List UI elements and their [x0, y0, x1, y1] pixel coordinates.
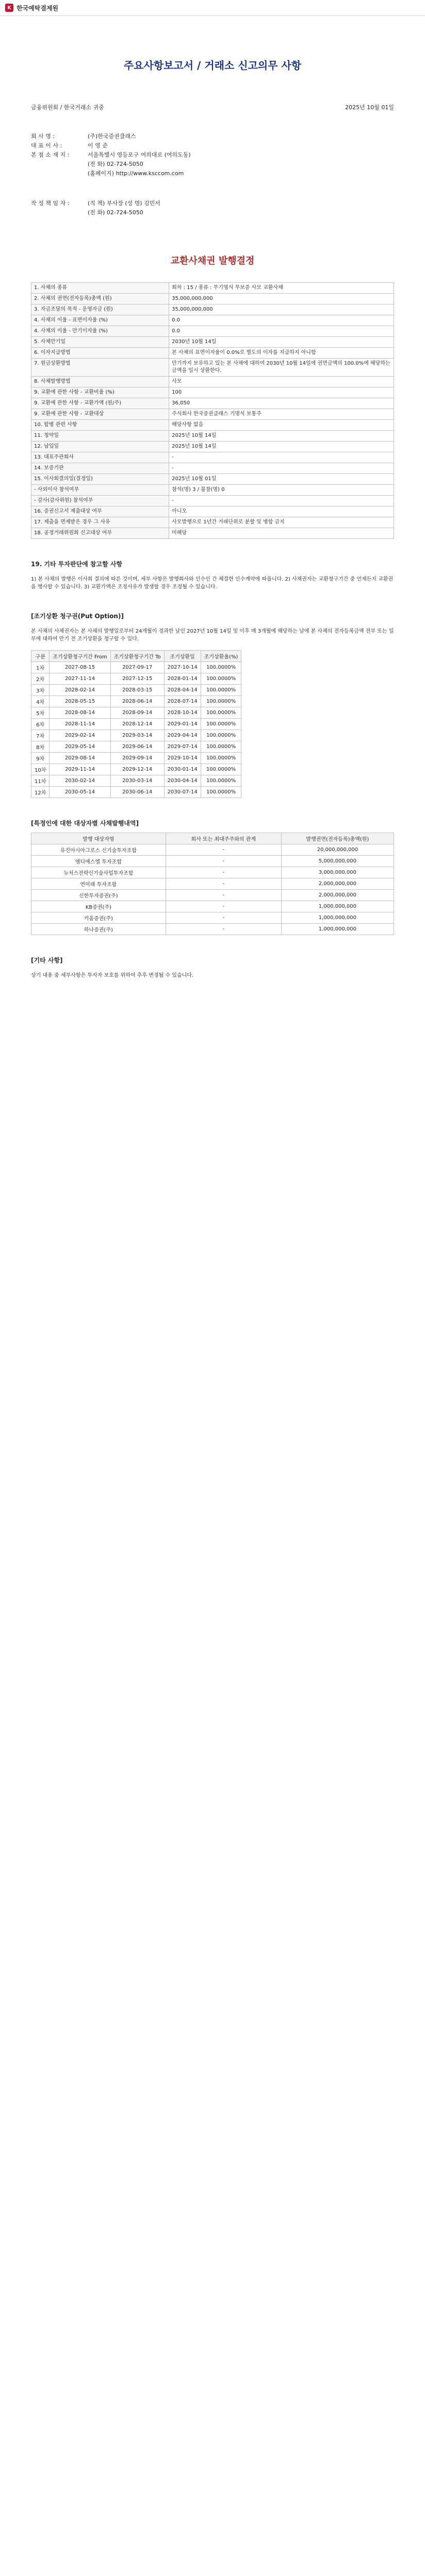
- notes-text: 1) 본 사채의 발행은 이사회 결의에 따른 것이며, 세부 사항은 발행회사와 인수인 간 체결한 인수계약에 따릅니다. 2) 사채권자는 교환청구기간 중 언제든지 교환권을 행사할 수 있습니다. 3) 교환가액은 조정사유가 발생할 경우 조정될 수 있습니다.: [31, 577, 394, 590]
- row-value: 2025년 10월 14일: [169, 442, 394, 452]
- table-row: [31, 283, 394, 294]
- table-cell: 5,000,000,000: [281, 856, 394, 867]
- table-cell: 100.0000%: [201, 719, 241, 730]
- recipient-label: 금융위원회 / 한국거래소 귀중: [31, 104, 104, 111]
- row-label: 15. 이사회결의일(결정일): [31, 474, 169, 485]
- writer-info: [31, 199, 394, 217]
- row-label: 9. 교환에 관한 사항 - 교환대상: [31, 409, 169, 420]
- column-header: 조기상환율(%): [201, 651, 241, 662]
- table-cell: 2027-09-17: [110, 662, 164, 673]
- table-row: [31, 775, 241, 787]
- table-row: [31, 890, 394, 901]
- table-cell: 11차: [31, 775, 50, 787]
- table-cell: 100.0000%: [201, 707, 241, 719]
- table-cell: 10차: [31, 764, 50, 775]
- table-row: [31, 377, 394, 387]
- table-cell: 100.0000%: [201, 685, 241, 696]
- writer-key: [31, 208, 88, 217]
- table-cell: 2028-07-14: [164, 696, 201, 707]
- row-value: 참석(명) 3 / 불참(명) 0: [169, 485, 394, 496]
- table-cell: -: [166, 924, 281, 935]
- table-row: [31, 474, 394, 485]
- row-label: 13. 대표주관회사: [31, 452, 169, 463]
- table-cell: 2029-04-14: [164, 730, 201, 741]
- table-cell: 5차: [31, 707, 50, 719]
- table-cell: 2027-10-14: [164, 662, 201, 673]
- row-value: 해당사항 없음: [169, 420, 394, 431]
- table-cell: 6차: [31, 719, 50, 730]
- writer-row: [31, 208, 394, 217]
- table-cell: 2028-11-14: [50, 719, 110, 730]
- table-row: [31, 912, 394, 924]
- table-cell: 2030-05-14: [50, 787, 110, 798]
- table-cell: 2029-06-14: [110, 741, 164, 753]
- company-key: [31, 160, 88, 169]
- table-row: [31, 387, 394, 398]
- notes-title: 19. 기타 투자판단에 참고할 사항: [31, 561, 123, 568]
- footer-title: [기타 사항]: [31, 957, 63, 964]
- column-header: 조기상환청구기간 From: [50, 651, 110, 662]
- section-title: 교환사채권 발행결정: [170, 256, 255, 266]
- row-label: 7. 원금상환방법: [31, 359, 169, 377]
- row-label: 1. 사채의 종류: [31, 283, 169, 294]
- company-value: (주)한국증권클래스: [88, 133, 136, 140]
- table-row: [31, 452, 394, 463]
- table-cell: -: [166, 890, 281, 901]
- writer-key: 작 성 책 임 자 :: [31, 200, 70, 207]
- table-cell: 하나증권(주): [31, 924, 166, 935]
- row-value: 36,050: [169, 398, 394, 409]
- table-row: [31, 764, 241, 775]
- table-cell: 2028-10-14: [164, 707, 201, 719]
- table-cell: 4차: [31, 696, 50, 707]
- table-cell: 1,000,000,000: [281, 924, 394, 935]
- table-cell: 2029-12-14: [110, 764, 164, 775]
- company-row: [31, 132, 394, 141]
- table-row: [31, 315, 394, 326]
- table-cell: -: [166, 844, 281, 856]
- row-label: 17. 제출을 면제받은 경우 그 사유: [31, 517, 169, 528]
- table-row: [31, 420, 394, 431]
- row-value: 0.0: [169, 315, 394, 326]
- row-label: 12. 납입일: [31, 442, 169, 452]
- table-cell: 100.0000%: [201, 764, 241, 775]
- writer-value: (직 책) 부사장 (성 명) 김민서: [88, 200, 160, 207]
- put-option-text: 본 사채의 사채권자는 본 사채의 발행일로부터 24개월이 경과한 날인 2027년 10월 14일 및 이후 매 3개월에 해당하는 날에 본 사채의 전자등록금액 전부 또는 일부에 대하여 만기 전 조기상환을 청구할 수 있다.: [31, 629, 394, 642]
- table-cell: 뉴처스전략신기술사업투자조합: [31, 867, 166, 878]
- table-cell: 2029-02-14: [50, 730, 110, 741]
- table-cell: -: [166, 856, 281, 867]
- table-cell: 2028-03-15: [110, 685, 164, 696]
- put-option-title: [조기상환 청구권(Put Option)]: [31, 613, 124, 620]
- table-cell: 2028-05-15: [50, 696, 110, 707]
- table-cell: 2,000,000,000: [281, 878, 394, 890]
- table-row: [31, 496, 394, 506]
- table-cell: 2027-12-15: [110, 673, 164, 685]
- row-label: 4. 사채의 이율 - 만기이자율 (%): [31, 326, 169, 337]
- company-row: [31, 160, 394, 169]
- table-cell: -: [166, 912, 281, 924]
- row-value: -: [169, 452, 394, 463]
- table-cell: 100.0000%: [201, 662, 241, 673]
- column-header: 발행 대상자명: [31, 833, 166, 844]
- table-cell: 100.0000%: [201, 730, 241, 741]
- table-row: [31, 878, 394, 890]
- row-label: 9. 교환에 관한 사항 - 교환비율 (%): [31, 387, 169, 398]
- company-value: 이 영 준: [88, 142, 108, 149]
- table-cell: 2028-09-14: [110, 707, 164, 719]
- table-cell: KB증권(주): [31, 901, 166, 912]
- row-label: 14. 보증기관: [31, 463, 169, 474]
- top-bar: [0, 0, 425, 16]
- table-row: [31, 431, 394, 442]
- table-cell: 3차: [31, 685, 50, 696]
- row-label: 4. 사채의 이율 - 표면이자율 (%): [31, 315, 169, 326]
- row-label: - 감사(감사위원) 참석여부: [31, 496, 169, 506]
- row-label: 3. 자금조달의 목적 - 운영자금 (원): [31, 304, 169, 315]
- table-cell: 2029-11-14: [50, 764, 110, 775]
- table-cell: 100.0000%: [201, 673, 241, 685]
- row-value: -: [169, 463, 394, 474]
- table-cell: 2028-08-14: [50, 707, 110, 719]
- company-info: [31, 132, 394, 178]
- table-cell: 키움증권(주): [31, 912, 166, 924]
- table-cell: 2029-09-14: [110, 753, 164, 764]
- row-value: 아니오: [169, 506, 394, 517]
- row-label: 18. 공정거래위원회 신고대상 여부: [31, 528, 169, 539]
- table-cell: 2,000,000,000: [281, 890, 394, 901]
- table-cell: 7차: [31, 730, 50, 741]
- document-title: 주요사항보고서 / 거래소 신고의무 사항: [123, 59, 302, 72]
- table-row: [31, 696, 241, 707]
- submission-date: 2025년 10월 01일: [345, 104, 394, 111]
- company-value: 서울특별시 영등포구 여의대로 (여의도동): [88, 151, 191, 158]
- company-key: 본 점 소 재 지 :: [31, 151, 70, 158]
- table-cell: 9차: [31, 753, 50, 764]
- table-row: [31, 528, 394, 539]
- company-key: 회 사 명 :: [31, 133, 55, 140]
- table-row: [31, 304, 394, 315]
- table-cell: 2029-08-14: [50, 753, 110, 764]
- writer-value: (전 화) 02-724-5050: [88, 209, 143, 216]
- row-value: 사모: [169, 377, 394, 387]
- brand-name: 한국예탁결제원: [17, 4, 59, 12]
- company-value: (전 화) 02-724-5050: [88, 161, 143, 167]
- table-cell: 2030-01-14: [164, 764, 201, 775]
- table-row: [31, 673, 241, 685]
- table-row: [31, 485, 394, 496]
- table-cell: 2030-04-14: [164, 775, 201, 787]
- row-label: 6. 이자지급방법: [31, 348, 169, 359]
- table-cell: 1,000,000,000: [281, 901, 394, 912]
- row-label: 11. 청약일: [31, 431, 169, 442]
- row-value: 주식회사 한국증권클래스 기명식 보통주: [169, 409, 394, 420]
- row-label: 16. 증권신고서 제출대상 여부: [31, 506, 169, 517]
- table-row: [31, 463, 394, 474]
- table-row: [31, 719, 241, 730]
- row-value: 미해당: [169, 528, 394, 539]
- table-cell: 2027-11-14: [50, 673, 110, 685]
- row-label: 10. 합병 관련 사항: [31, 420, 169, 431]
- table-cell: 100.0000%: [201, 696, 241, 707]
- column-header: 발행권면(전자등록)총액(원): [281, 833, 394, 844]
- row-label: 2. 사채의 권면(전자등록)총액 (원): [31, 294, 169, 304]
- row-value: 사모발행으로 1년간 거래단위로 분할 및 병합 금지: [169, 517, 394, 528]
- column-header: 조기상환청구기간 To: [110, 651, 164, 662]
- table-cell: -: [166, 878, 281, 890]
- table-row: [31, 707, 241, 719]
- table-cell: 2030-07-14: [164, 787, 201, 798]
- table-cell: 연미래 투자조합: [31, 878, 166, 890]
- table-row: [31, 348, 394, 359]
- footer-text: 상기 내용 중 세부사항은 투자자 보호를 위하여 추후 변경될 수 있습니다.: [31, 973, 194, 978]
- table-row: [31, 294, 394, 304]
- company-row: [31, 141, 394, 150]
- row-value: -: [169, 496, 394, 506]
- table-cell: 1,000,000,000: [281, 912, 394, 924]
- row-value: 만기까지 보유하고 있는 본 사채에 대하여 2030년 10월 14일에 권면금액의 100.0%에 해당하는 금액을 일시 상환한다.: [169, 359, 394, 377]
- table-row: [31, 517, 394, 528]
- row-value: 0.0: [169, 326, 394, 337]
- table-cell: 2029-05-14: [50, 741, 110, 753]
- table-row: [31, 662, 241, 673]
- table-cell: 2029-01-14: [164, 719, 201, 730]
- row-value: 35,000,000,000: [169, 294, 394, 304]
- table-cell: 12차: [31, 787, 50, 798]
- row-value: 2030년 10월 14일: [169, 337, 394, 348]
- table-row: [31, 924, 394, 935]
- table-cell: 3,000,000,000: [281, 867, 394, 878]
- table-cell: 2028-04-14: [164, 685, 201, 696]
- table-cell: 2030-02-14: [50, 775, 110, 787]
- table-cell: 2028-02-14: [50, 685, 110, 696]
- column-header: 회사 또는 최대주주와의 관계: [166, 833, 281, 844]
- table-row: [31, 901, 394, 912]
- main-disclosure-table: [31, 282, 394, 539]
- table-cell: 2029-03-14: [110, 730, 164, 741]
- table-cell: 2029-10-14: [164, 753, 201, 764]
- table-cell: 2030-06-14: [110, 787, 164, 798]
- row-value: 100: [169, 387, 394, 398]
- row-value: 회차 : 15 / 종류 : 무기명식 무보증 사모 교환사채: [169, 283, 394, 294]
- row-value: 35,000,000,000: [169, 304, 394, 315]
- table-row: [31, 506, 394, 517]
- table-cell: 8차: [31, 741, 50, 753]
- table-cell: 100.0000%: [201, 775, 241, 787]
- table-row: [31, 398, 394, 409]
- row-label: - 사외이사 참석여부: [31, 485, 169, 496]
- table-cell: 신한투자증권(주): [31, 890, 166, 901]
- put-option-table: [31, 650, 241, 798]
- table-row: [31, 741, 241, 753]
- company-row: [31, 169, 394, 178]
- table-cell: 100.0000%: [201, 741, 241, 753]
- table-cell: 2028-01-14: [164, 673, 201, 685]
- table-cell: 20,000,000,000: [281, 844, 394, 856]
- table-cell: 2027-08-15: [50, 662, 110, 673]
- table-cell: 100.0000%: [201, 753, 241, 764]
- company-row: [31, 150, 394, 160]
- row-value: 2025년 10월 14일: [169, 431, 394, 442]
- row-label: 5. 사채만기일: [31, 337, 169, 348]
- table-row: [31, 442, 394, 452]
- investor-title: [특정인에 대한 대상자별 사채발행내역]: [31, 820, 139, 827]
- row-label: 8. 사채발행방법: [31, 377, 169, 387]
- submission-line: [31, 103, 394, 111]
- table-row: [31, 326, 394, 337]
- row-value: 본 사채의 표면이자율이 0.0%로 별도의 이자를 지급하지 아니함: [169, 348, 394, 359]
- table-cell: 유진아시아그로스 신기술투자조합: [31, 844, 166, 856]
- table-cell: 2029-07-14: [164, 741, 201, 753]
- table-row: [31, 787, 241, 798]
- table-row: [31, 409, 394, 420]
- table-row: [31, 359, 394, 377]
- table-cell: 2차: [31, 673, 50, 685]
- company-key: [31, 169, 88, 178]
- table-row: [31, 844, 394, 856]
- document-page: [0, 57, 425, 1007]
- table-cell: -: [166, 901, 281, 912]
- table-cell: 2028-06-14: [110, 696, 164, 707]
- investor-table: [31, 833, 394, 935]
- brand-logo-icon: K: [5, 4, 13, 12]
- table-row: [31, 685, 241, 696]
- table-row: [31, 753, 241, 764]
- row-value: 2025년 10월 01일: [169, 474, 394, 485]
- row-label: 9. 교환에 관한 사항 - 교환가액 (원/주): [31, 398, 169, 409]
- table-cell: 100.0000%: [201, 787, 241, 798]
- company-value: (홈페이지) http://www.ksccom.com: [88, 170, 184, 177]
- table-row: [31, 856, 394, 867]
- writer-row: [31, 199, 394, 208]
- table-row: [31, 337, 394, 348]
- table-cell: 2030-03-14: [110, 775, 164, 787]
- column-header: 조기상환일: [164, 651, 201, 662]
- table-cell: 엠디에스엘 투자조합: [31, 856, 166, 867]
- table-cell: -: [166, 867, 281, 878]
- column-header: 구분: [31, 651, 50, 662]
- table-cell: 2028-12-14: [110, 719, 164, 730]
- table-row: [31, 730, 241, 741]
- table-row: [31, 867, 394, 878]
- table-cell: 1차: [31, 662, 50, 673]
- company-key: 대 표 이 사 :: [31, 142, 62, 149]
